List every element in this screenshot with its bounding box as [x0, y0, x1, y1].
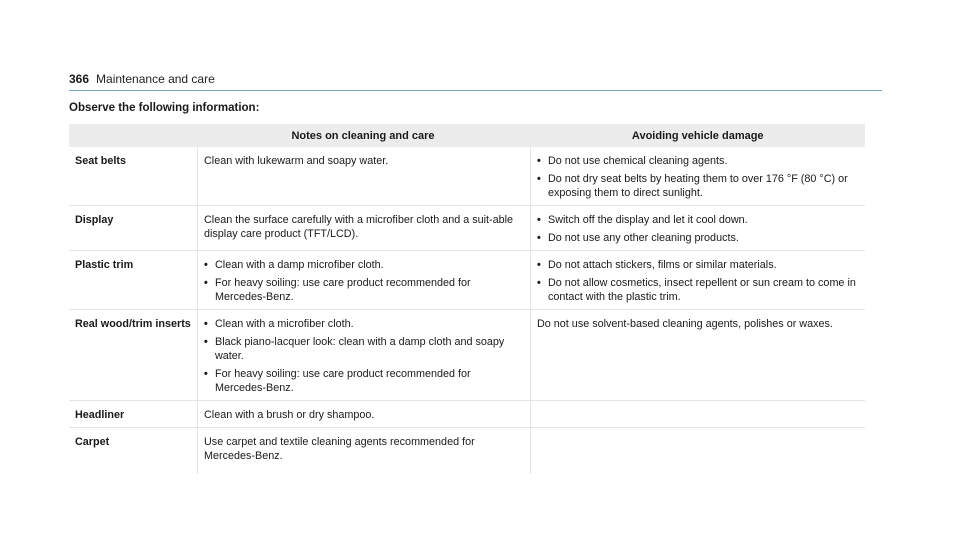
care-cell-text: Use carpet and textile cleaning agents recommended for Mercedes-Benz. — [204, 436, 475, 462]
row-label: Headliner — [69, 401, 198, 428]
care-cell — [198, 310, 531, 401]
cleaning-care-table — [69, 124, 865, 474]
column-header-care: Notes on cleaning and care — [198, 124, 531, 147]
care-cell-list — [204, 258, 524, 304]
table-row — [69, 428, 865, 475]
list-item: • Do not allow cosmetics, insect repellent or sun cream to come in contact with the plastic trim. — [537, 276, 859, 304]
damage-cell-text: Do not use solvent-based cleaning agents, polishes or waxes. — [537, 318, 833, 330]
column-header-damage: Avoiding vehicle damage — [531, 124, 866, 147]
table-row — [69, 401, 865, 428]
list-item: • Do not use any other cleaning products. — [537, 231, 859, 245]
row-label: Real wood/trim inserts — [69, 310, 198, 401]
damage-cell-list — [537, 154, 859, 200]
table-body — [69, 147, 865, 474]
header-row — [69, 72, 882, 86]
header-rule — [69, 90, 882, 91]
row-label: Plastic trim — [69, 251, 198, 310]
table-row — [69, 147, 865, 206]
table-header-row — [69, 124, 865, 147]
care-cell-text: Clean the surface carefully with a microfiber cloth and a suit-able display care product (TFT/LCD). — [204, 214, 514, 240]
column-header-item — [69, 124, 198, 147]
row-label: Carpet — [75, 436, 110, 448]
list-item: • For heavy soiling: use care product recommended for Mercedes-Benz. — [204, 367, 524, 395]
damage-cell — [531, 401, 866, 428]
care-cell-text: Clean with lukewarm and soapy water. — [204, 155, 389, 167]
intro-text: Observe the following information: — [69, 102, 260, 114]
damage-cell — [531, 147, 866, 206]
damage-cell-list — [537, 213, 859, 245]
list-item: • Do not use chemical cleaning agents. — [537, 154, 859, 168]
list-item: • Black piano-lacquer look: clean with a damp cloth and soapy water. — [204, 335, 524, 363]
care-cell — [198, 251, 531, 310]
row-label: Seat belts — [69, 147, 198, 206]
care-cell — [198, 401, 531, 428]
row-label: Display — [69, 206, 198, 251]
care-cell-list — [204, 317, 524, 395]
page-header — [69, 72, 882, 91]
list-item: • Switch off the display and let it cool down. — [537, 213, 859, 227]
table-row — [69, 310, 865, 401]
damage-cell — [531, 310, 866, 401]
list-item: • Do not dry seat belts by heating them to over 176 °F (80 °C) or exposing them to direct sunlight. — [537, 172, 859, 200]
list-item: • Clean with a damp microfiber cloth. — [204, 258, 524, 272]
section-title: Maintenance and care — [96, 72, 215, 86]
list-item: • Do not attach stickers, films or similar materials. — [537, 258, 859, 272]
care-cell — [198, 147, 531, 206]
list-item: • Clean with a microfiber cloth. — [204, 317, 524, 331]
care-cell-text: Clean with a brush or dry shampoo. — [204, 409, 375, 421]
page-number: 366 — [69, 72, 90, 86]
table-row — [69, 251, 865, 310]
damage-cell-list — [537, 258, 859, 304]
care-cell — [198, 428, 531, 475]
list-item: • For heavy soiling: use care product recommended for Mercedes-Benz. — [204, 276, 524, 304]
table-head — [69, 124, 865, 147]
table-row — [69, 206, 865, 251]
damage-cell — [531, 428, 866, 475]
care-cell — [198, 206, 531, 251]
damage-cell — [531, 251, 866, 310]
damage-cell — [531, 206, 866, 251]
